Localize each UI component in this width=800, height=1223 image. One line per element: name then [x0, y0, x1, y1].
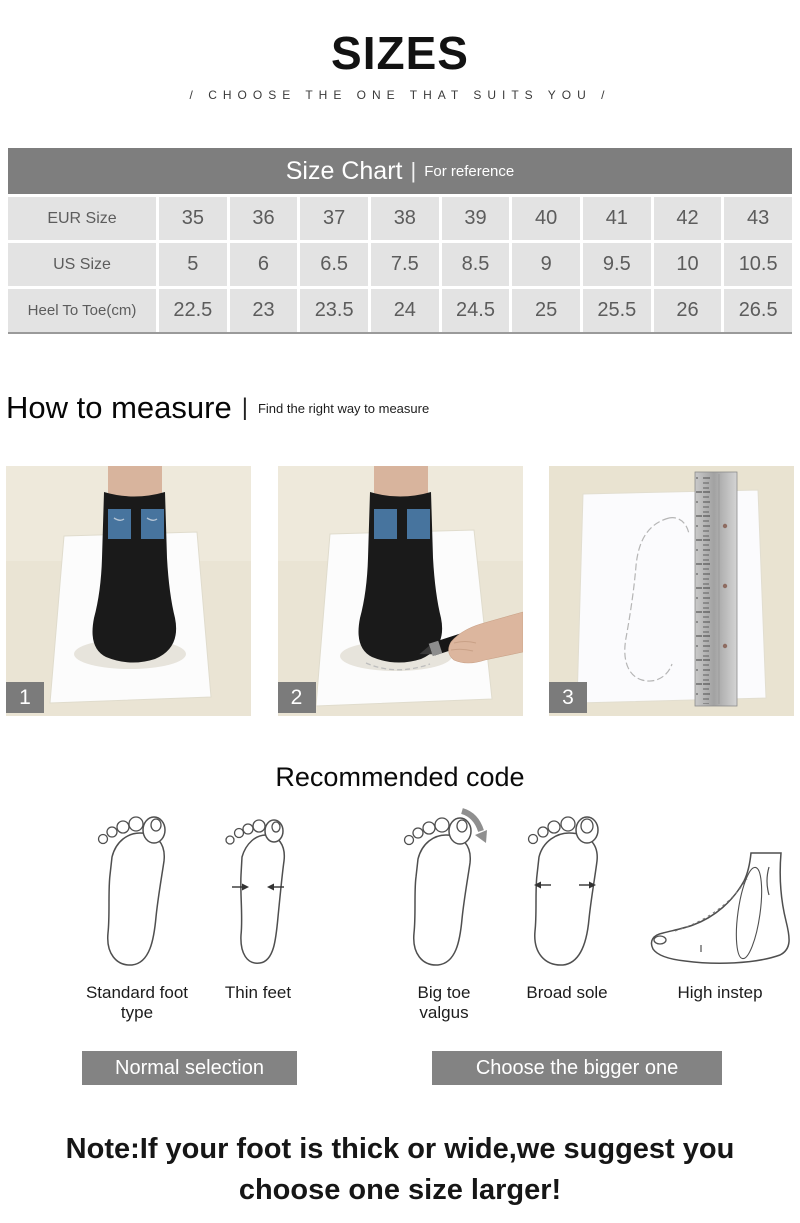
recommended-title: Recommended code	[275, 762, 525, 792]
foot-type-label: Big toe valgus	[417, 983, 471, 1023]
size-cell: 23	[230, 289, 298, 332]
step-photo-trace-outline	[278, 466, 523, 716]
row-label: EUR Size	[8, 197, 156, 240]
size-cell: 35	[159, 197, 227, 240]
size-cell: 24	[371, 289, 439, 332]
row-label: US Size	[8, 243, 156, 286]
how-to-measure-subtitle: Find the right way to measure	[257, 400, 430, 416]
selection-buttons-row	[0, 1051, 800, 1085]
step-number-badge: 3	[549, 682, 587, 713]
size-cell: 25.5	[583, 289, 651, 332]
foot-on-paper-photo	[6, 466, 251, 716]
size-cell: 38	[371, 197, 439, 240]
foot-type-valgus	[396, 803, 492, 1023]
page-header	[0, 0, 800, 102]
size-cell: 7.5	[371, 243, 439, 286]
table-row-eur	[8, 197, 792, 240]
size-cell: 37	[300, 197, 368, 240]
how-to-measure-header	[6, 390, 800, 426]
size-chart-table	[8, 148, 792, 334]
size-cell: 23.5	[300, 289, 368, 332]
broad-sole-diagram	[521, 813, 613, 971]
page-title: SIZES	[331, 27, 469, 79]
divider: |	[410, 158, 417, 183]
normal-selection-button: Normal selection	[82, 1051, 297, 1085]
trace-foot-photo	[278, 466, 523, 716]
choose-bigger-button: Choose the bigger one	[432, 1051, 722, 1085]
size-cell: 10.5	[724, 243, 792, 286]
foot-type-label: Thin feet	[224, 983, 292, 1002]
table-row-us	[8, 243, 792, 286]
size-cell: 8.5	[442, 243, 510, 286]
step-photo-stand-on-paper	[6, 466, 251, 716]
thin-feet-diagram	[218, 813, 298, 971]
table-row-heel-toe	[8, 289, 792, 332]
divider: |	[241, 394, 248, 421]
size-cell: 43	[724, 197, 792, 240]
size-chart-header	[8, 148, 792, 194]
foot-type-thin	[206, 803, 310, 1023]
size-cell: 10	[654, 243, 722, 286]
row-label: Heel To Toe(cm)	[8, 289, 156, 332]
size-cell: 42	[654, 197, 722, 240]
size-cell: 26.5	[724, 289, 792, 332]
foot-type-diagrams	[0, 803, 800, 1023]
size-cell: 36	[230, 197, 298, 240]
step-number-badge: 1	[6, 682, 44, 713]
foot-type-label: Broad sole	[526, 983, 608, 1002]
foot-type-label: Standard foot type	[85, 983, 189, 1023]
page-subtitle: / CHOOSE THE ONE THAT SUITS YOU /	[189, 88, 611, 102]
size-chart-subtitle: For reference	[424, 162, 515, 180]
foot-type-instep	[642, 803, 798, 1023]
size-cell: 5	[159, 243, 227, 286]
size-cell: 6	[230, 243, 298, 286]
big-toe-valgus-diagram	[398, 803, 490, 971]
size-chart-title: Size Chart	[285, 156, 403, 185]
size-cell: 9	[512, 243, 580, 286]
step-number-badge: 2	[278, 682, 316, 713]
size-cell: 26	[654, 289, 722, 332]
size-cell: 6.5	[300, 243, 368, 286]
size-cell: 41	[583, 197, 651, 240]
foot-type-label: High instep	[677, 983, 763, 1002]
foot-type-standard	[78, 803, 196, 1023]
size-cell: 39	[442, 197, 510, 240]
larger-feet-group	[396, 803, 798, 1023]
size-cell: 22.5	[159, 289, 227, 332]
foot-type-broad	[508, 803, 626, 1023]
how-to-measure-title: How to measure	[6, 390, 232, 425]
step-photo-measure-ruler	[549, 466, 794, 716]
size-cell: 40	[512, 197, 580, 240]
size-cell: 9.5	[583, 243, 651, 286]
size-cell: 24.5	[442, 289, 510, 332]
size-cell: 25	[512, 289, 580, 332]
high-instep-diagram	[645, 849, 795, 971]
normal-feet-group	[78, 803, 310, 1023]
ruler-measure-photo	[549, 466, 794, 716]
standard-foot-diagram	[90, 813, 185, 971]
size-note: Note:If your foot is thick or wide,we suggest you choose one size larger!	[65, 1133, 735, 1206]
measure-steps	[0, 466, 800, 716]
